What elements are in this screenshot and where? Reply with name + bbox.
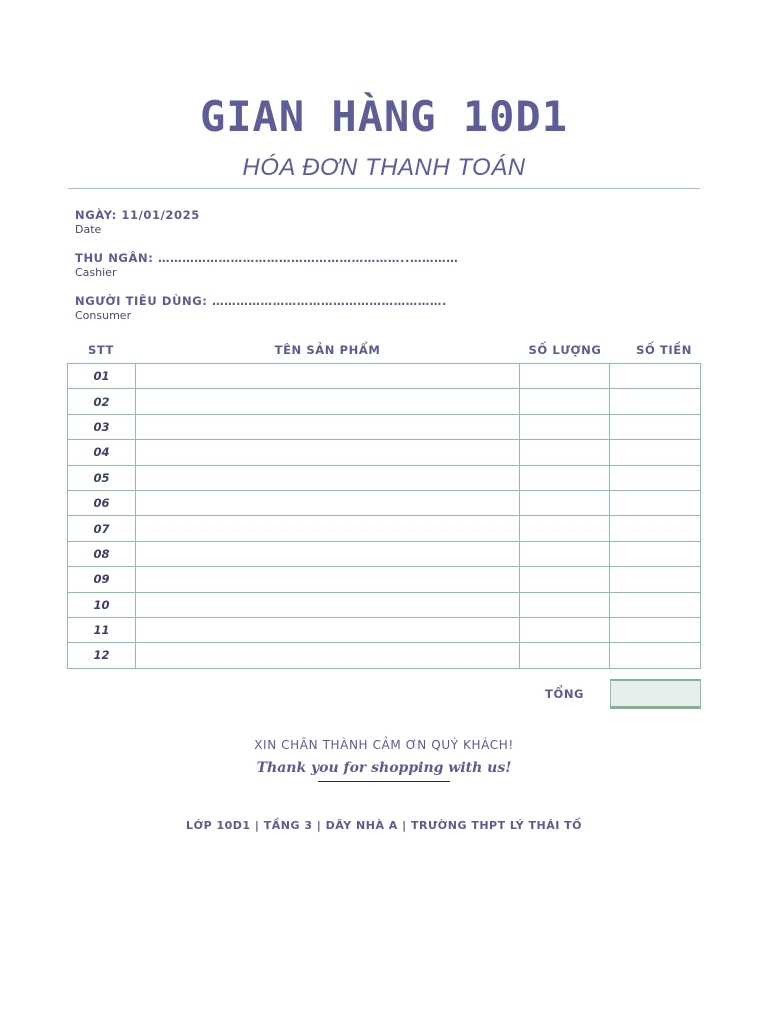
quantity-cell[interactable] (520, 541, 610, 566)
total-label: TỔNG (545, 687, 585, 701)
row-number-cell: 07 (68, 516, 136, 541)
quantity-cell[interactable] (520, 465, 610, 490)
amount-cell[interactable] (610, 567, 701, 592)
row-number-cell: 09 (68, 567, 136, 592)
table-row (68, 389, 701, 414)
consumer-label: NGƯỜI TIÊU DÙNG: …………………………………………………. (75, 294, 447, 308)
table-row (68, 414, 701, 439)
product-name-cell[interactable] (135, 389, 519, 414)
amount-cell[interactable] (610, 516, 701, 541)
table-row (68, 617, 701, 642)
product-name-cell[interactable] (135, 567, 519, 592)
table-row (68, 440, 701, 465)
header-divider (68, 188, 700, 189)
amount-cell[interactable] (610, 490, 701, 515)
amount-cell[interactable] (610, 541, 701, 566)
product-name-cell[interactable] (135, 414, 519, 439)
date-field (75, 208, 200, 236)
footer-address: LỚP 10D1 | TẦNG 3 | DÃY NHÀ A | TRƯỜNG THPT LÝ THÁI TỐ (185, 819, 583, 832)
thank-you-underline (318, 781, 450, 782)
product-name-cell[interactable] (135, 541, 519, 566)
row-number-cell: 04 (68, 440, 136, 465)
row-number-cell: 06 (68, 490, 136, 515)
table-row (68, 364, 701, 389)
column-header-quantity: SỐ LƯỢNG (528, 343, 602, 357)
table-row (68, 541, 701, 566)
product-name-cell[interactable] (135, 490, 519, 515)
product-name-cell[interactable] (135, 516, 519, 541)
column-header-product: TÊN SẢN PHẨM (274, 343, 381, 357)
quantity-cell[interactable] (520, 440, 610, 465)
row-number-cell: 10 (68, 592, 136, 617)
product-name-cell[interactable] (135, 364, 519, 389)
table-row (68, 490, 701, 515)
table-row (68, 592, 701, 617)
table-row (68, 643, 701, 668)
thank-you-vietnamese: XIN CHÂN THÀNH CẢM ƠN QUÝ KHÁCH! (254, 738, 514, 752)
row-number-cell: 08 (68, 541, 136, 566)
column-header-amount: SỐ TIỀN (636, 343, 692, 357)
amount-cell[interactable] (610, 414, 701, 439)
row-number-cell: 02 (68, 389, 136, 414)
amount-cell[interactable] (610, 643, 701, 668)
amount-cell[interactable] (610, 465, 701, 490)
quantity-cell[interactable] (520, 490, 610, 515)
column-header-stt: STT (87, 343, 115, 357)
table-row (68, 465, 701, 490)
cashier-field (75, 251, 458, 279)
product-name-cell[interactable] (135, 465, 519, 490)
quantity-cell[interactable] (520, 567, 610, 592)
store-title: GIAN HÀNG 10D1 (199, 92, 568, 141)
table-row (68, 516, 701, 541)
quantity-cell[interactable] (520, 516, 610, 541)
product-name-cell[interactable] (135, 592, 519, 617)
cashier-sublabel: Cashier (75, 266, 117, 279)
consumer-field (75, 294, 447, 322)
row-number-cell: 12 (68, 643, 136, 668)
date-sublabel: Date (75, 223, 102, 236)
consumer-sublabel: Consumer (75, 309, 132, 322)
quantity-cell[interactable] (520, 617, 610, 642)
row-number-cell: 01 (68, 364, 136, 389)
quantity-cell[interactable] (520, 643, 610, 668)
product-name-cell[interactable] (135, 440, 519, 465)
table-row (68, 567, 701, 592)
amount-cell[interactable] (610, 389, 701, 414)
total-amount-cell[interactable] (610, 679, 701, 709)
amount-cell[interactable] (610, 440, 701, 465)
row-number-cell: 03 (68, 414, 136, 439)
row-number-cell: 11 (68, 617, 136, 642)
invoice-subtitle: HÓA ĐƠN THANH TOÁN (242, 154, 526, 181)
quantity-cell[interactable] (520, 389, 610, 414)
quantity-cell[interactable] (520, 364, 610, 389)
thank-you-english: Thank you for shopping with us! (256, 760, 512, 776)
product-name-cell[interactable] (135, 643, 519, 668)
amount-cell[interactable] (610, 592, 701, 617)
items-table (67, 363, 701, 669)
quantity-cell[interactable] (520, 592, 610, 617)
amount-cell[interactable] (610, 617, 701, 642)
cashier-label: THU NGÂN: ……………………………………………………..………… (75, 251, 459, 265)
row-number-cell: 05 (68, 465, 136, 490)
product-name-cell[interactable] (135, 617, 519, 642)
amount-cell[interactable] (610, 364, 701, 389)
date-label: NGÀY: 11/01/2025 (75, 208, 200, 222)
quantity-cell[interactable] (520, 414, 610, 439)
